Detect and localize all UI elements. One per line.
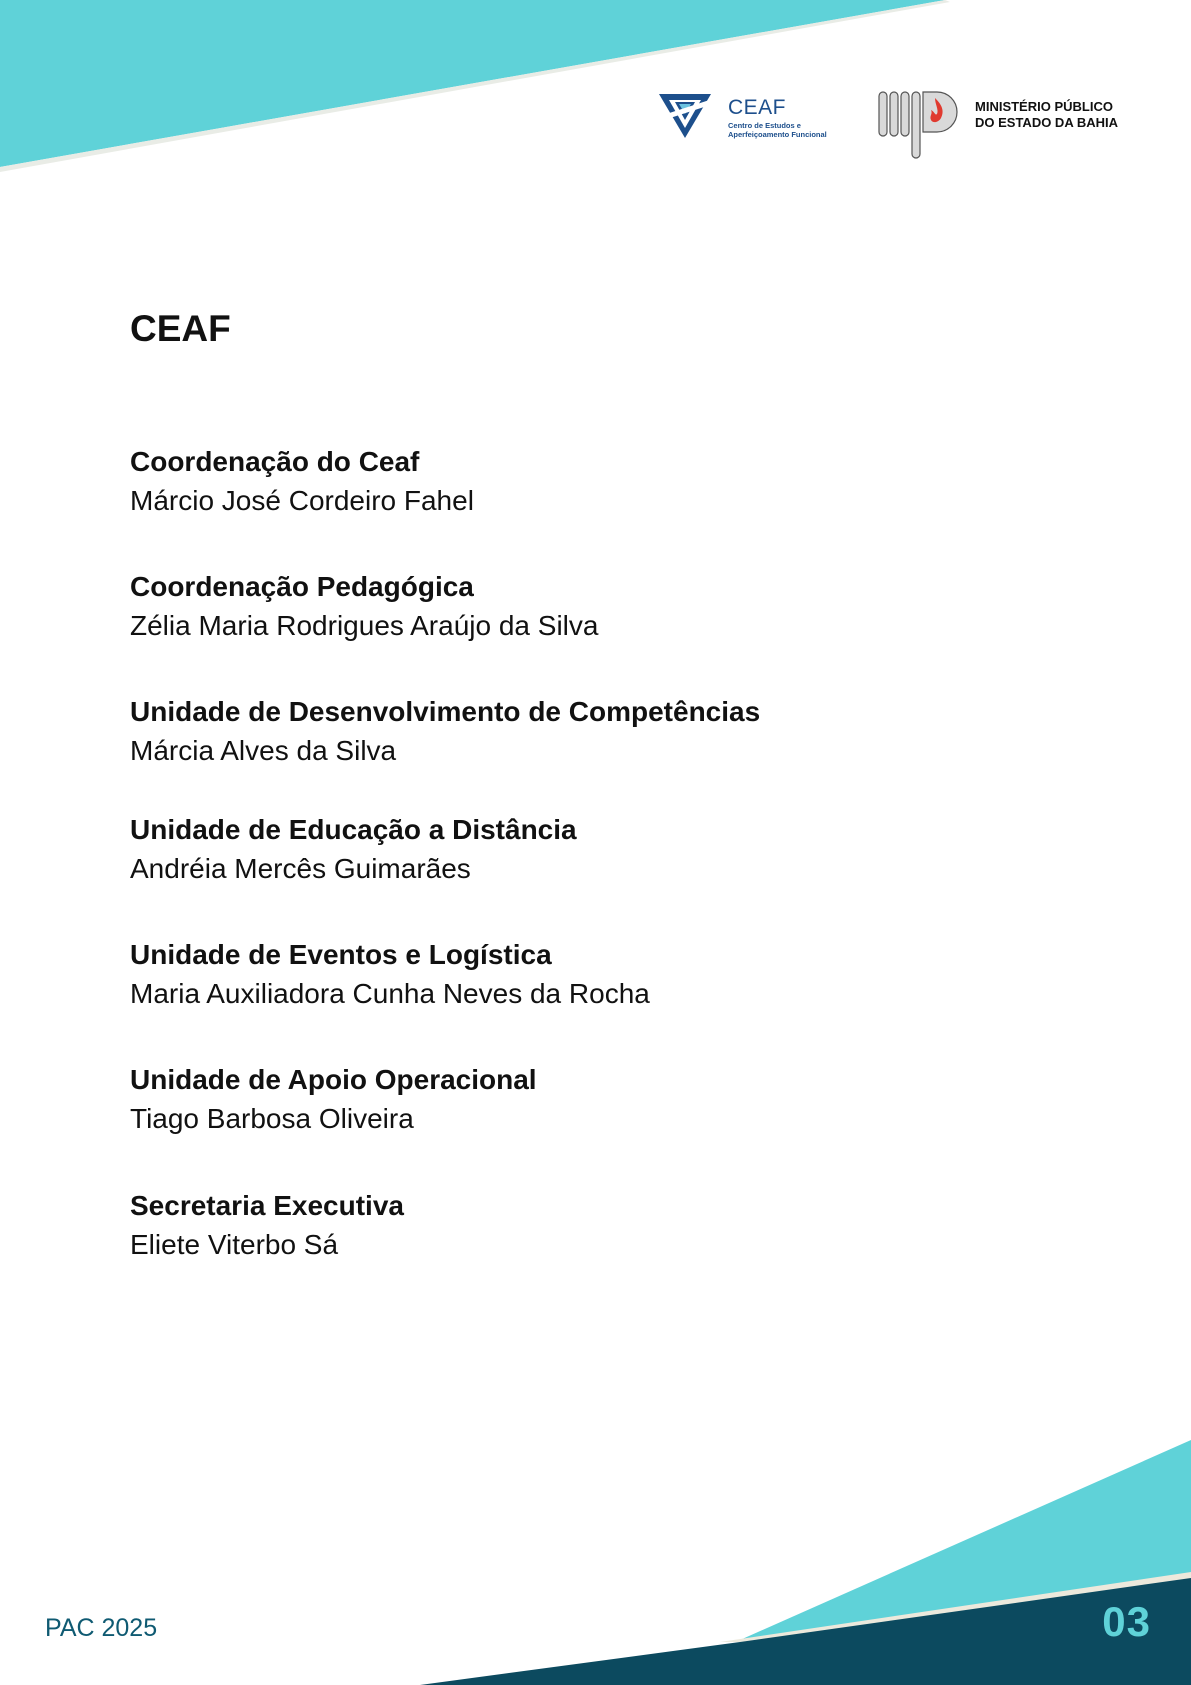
ceaf-logo xyxy=(657,88,847,148)
entry-role: Coordenação do Ceaf xyxy=(130,446,420,477)
ceaf-logo-subtitle xyxy=(728,121,848,139)
entry-eventos-logistica xyxy=(130,936,1030,1014)
entry-name: Tiago Barbosa Oliveira xyxy=(130,1103,414,1134)
ceaf-subtitle-line1: Centro de Estudos e xyxy=(728,121,801,130)
entry-educacao-distancia xyxy=(130,811,1030,889)
entry-coordenacao-ceaf xyxy=(130,443,1030,521)
entry-desenvolvimento-competencias xyxy=(130,693,1030,771)
footer-label: PAC 2025 xyxy=(45,1614,158,1642)
page-number: 03 xyxy=(1102,1598,1151,1645)
entry-name: Eliete Viterbo Sá xyxy=(130,1229,339,1260)
entry-name: Márcio José Cordeiro Fahel xyxy=(130,485,474,516)
mp-logo-line2: DO ESTADO DA BAHIA xyxy=(975,115,1118,130)
entry-name: Maria Auxiliadora Cunha Neves da Rocha xyxy=(130,978,650,1009)
entry-name: Zélia Maria Rodrigues Araújo da Silva xyxy=(130,610,599,641)
mp-logo xyxy=(877,88,1127,164)
entry-coordenacao-pedagogica xyxy=(130,568,1030,646)
entry-secretaria-executiva xyxy=(130,1187,1030,1265)
ceaf-emblem-icon xyxy=(657,90,713,142)
ceaf-logo-word: CEAF xyxy=(728,96,787,119)
entry-role: Coordenação Pedagógica xyxy=(130,571,474,602)
entry-role: Secretaria Executiva xyxy=(130,1190,404,1221)
entry-role: Unidade de Educação a Distância xyxy=(130,814,577,845)
entry-role: Unidade de Eventos e Logística xyxy=(130,939,552,970)
entry-apoio-operacional xyxy=(130,1061,1030,1139)
ceaf-subtitle-line2: Aperfeiçoamento Funcional xyxy=(728,130,827,139)
entry-role: Unidade de Desenvolvimento de Competências xyxy=(130,696,761,727)
entry-name: Andréia Mercês Guimarães xyxy=(130,853,471,884)
page-title: CEAF xyxy=(130,308,231,349)
entry-role: Unidade de Apoio Operacional xyxy=(130,1064,537,1095)
mp-logo-line1: MINISTÉRIO PÚBLICO xyxy=(975,99,1113,114)
mp-logo-text xyxy=(975,99,1135,131)
mp-flame-emblem-icon xyxy=(877,88,967,160)
entry-name: Márcia Alves da Silva xyxy=(130,735,397,766)
header-logos xyxy=(657,88,1127,164)
